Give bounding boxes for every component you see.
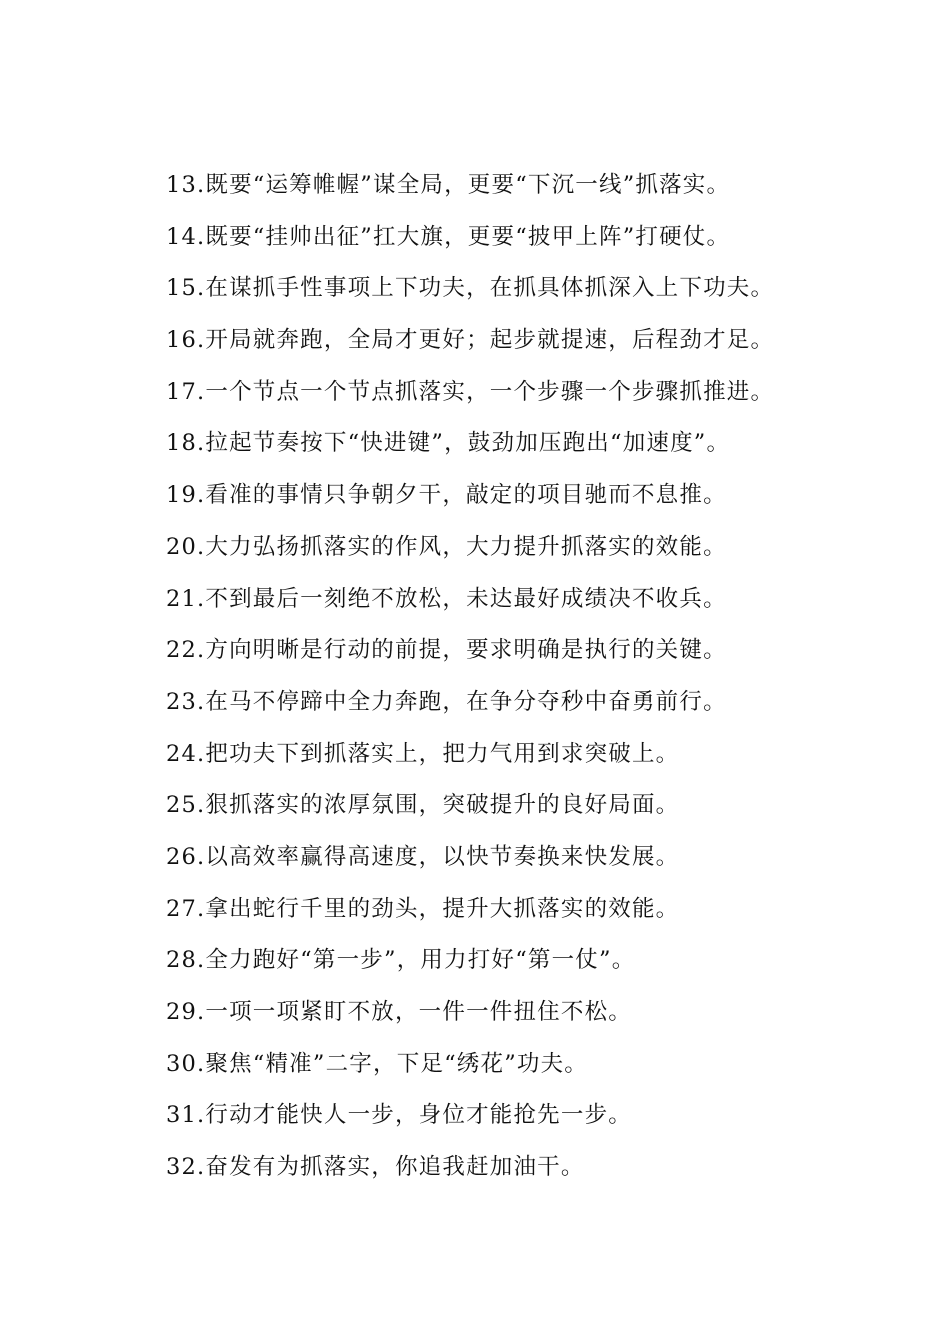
list-item-23: 23.在马不停蹄中全力奔跑，在争分夺秒中奋勇前行。	[166, 688, 727, 715]
list-item-13: 13.既要“运筹帷幄”谋全局，更要“下沉一线”抓落实。	[166, 172, 731, 198]
list-item-17: 17.一个节点一个节点抓落实，一个步骤一个步骤抓推进。	[166, 378, 775, 405]
list-item-31: 31.行动才能快人一步，身位才能抢先一步。	[166, 1102, 632, 1129]
list-item-15: 15.在谋抓手性事项上下功夫，在抓具体抓深入上下功夫。	[166, 275, 775, 302]
list-item-24: 24.把功夫下到抓落实上，把力气用到求突破上。	[166, 740, 680, 767]
list-item-16: 16.开局就奔跑，全局才更好；起步就提速，后程劲才足。	[166, 327, 775, 354]
list-item-32: 32.奋发有为抓落实，你追我赶加油干。	[166, 1154, 585, 1181]
list-item-21: 21.不到最后一刻绝不放松，未达最好成绩决不收兵。	[166, 585, 727, 612]
list-item-18: 18.拉起节奏按下“快进键”，鼓劲加压跑出“加速度”。	[166, 430, 731, 457]
list-item-20: 20.大力弘扬抓落实的作风，大力提升抓落实的效能。	[166, 533, 727, 560]
list-item-19: 19.看准的事情只争朝夕干，敲定的项目驰而不息推。	[166, 482, 727, 509]
list-item-25: 25.狠抓落实的浓厚氛围，突破提升的良好局面。	[166, 792, 680, 819]
list-item-22: 22.方向明晰是行动的前提，要求明确是执行的关键。	[166, 637, 727, 664]
list-item-28: 28.全力跑好“第一步”，用力打好“第一仗”。	[166, 947, 636, 974]
list-item-14: 14.既要“挂帅出征”扛大旗，更要“披甲上阵”打硬仗。	[166, 223, 731, 250]
list-item-29: 29.一项一项紧盯不放，一件一件扭住不松。	[166, 999, 632, 1025]
list-item-26: 26.以高效率赢得高速度，以快节奏换来快发展。	[166, 843, 680, 870]
list-item-30: 30.聚焦“精准”二字，下足“绣花”功夫。	[166, 1050, 588, 1077]
numbered-list	[166, 164, 826, 1198]
list-item-27: 27.拿出蛇行千里的劲头，提升大抓落实的效能。	[166, 895, 680, 922]
